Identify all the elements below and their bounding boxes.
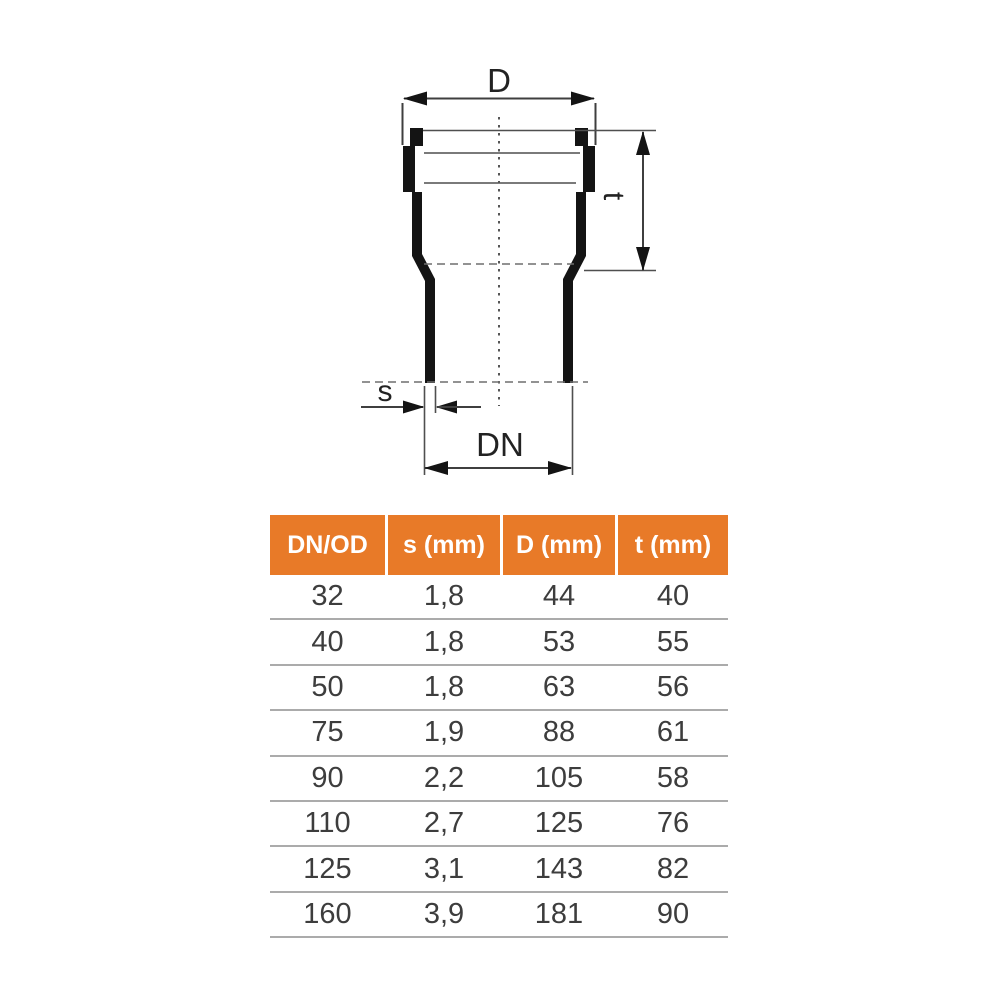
cell-dn-od: 160: [303, 897, 352, 930]
cell-s: 3,9: [423, 897, 465, 930]
cell-s: 1,9: [423, 716, 465, 749]
cell-t: 56: [656, 670, 690, 703]
cell-s: 1,8: [423, 580, 465, 613]
cell-d: 105: [534, 761, 584, 794]
col-header-dn-od: DN/OD: [270, 515, 385, 575]
cell-t: 90: [656, 897, 690, 930]
cell-s: 1,8: [423, 625, 465, 658]
table-row: [270, 802, 728, 847]
cell-dn-od: 90: [311, 761, 344, 794]
table-row: [270, 620, 728, 665]
cell-dn-od: 110: [304, 807, 351, 840]
cell-dn-od: 40: [311, 625, 344, 658]
t-dimension-label: t: [597, 191, 630, 201]
cell-dn-od: 125: [303, 852, 352, 885]
cell-dn-od: 75: [311, 716, 344, 749]
table-header-row: [270, 515, 728, 575]
cell-t: 58: [656, 761, 690, 794]
cell-d: 53: [542, 625, 576, 658]
cell-s: 1,8: [423, 670, 465, 703]
table-row: [270, 847, 728, 892]
socket-right-wall: [563, 128, 595, 383]
table-row: [270, 666, 728, 711]
cell-s: 3,1: [423, 852, 465, 885]
cell-t: 82: [656, 852, 690, 885]
cell-d: 125: [534, 807, 584, 840]
col-header-s-mm: s (mm): [388, 515, 500, 575]
s-dimension-label: s: [377, 375, 393, 408]
table-row: [270, 893, 728, 938]
d-dimension-label: D: [487, 62, 511, 99]
cell-s: 2,7: [423, 807, 465, 840]
dimension-table: [270, 515, 728, 938]
s-arrow-left: [403, 401, 425, 414]
table-row: [270, 757, 728, 802]
dn-arrow-right: [548, 461, 572, 475]
d-arrow-right: [571, 92, 595, 106]
dn-arrow-left: [424, 461, 448, 475]
table-body: [270, 575, 728, 938]
cell-d: 143: [534, 852, 584, 885]
table-row: [270, 575, 728, 620]
t-arrow-top: [636, 131, 650, 155]
col-header-t-mm: t (mm): [618, 515, 728, 575]
col-header-d-mm: D (mm): [503, 515, 615, 575]
t-arrow-bottom: [636, 247, 650, 271]
cell-d: 44: [542, 580, 576, 613]
cell-s: 2,2: [423, 761, 465, 794]
cell-dn-od: 50: [311, 670, 344, 703]
cell-t: 76: [656, 807, 690, 840]
cell-dn-od: 32: [311, 580, 344, 613]
socket-left-wall: [403, 128, 435, 383]
dn-dimension-label: DN: [476, 426, 524, 463]
cell-t: 40: [656, 580, 690, 613]
cell-d: 88: [542, 716, 576, 749]
cell-d: 63: [542, 670, 576, 703]
table-row: [270, 711, 728, 756]
cell-t: 55: [656, 625, 690, 658]
cell-d: 181: [534, 897, 584, 930]
cell-t: 61: [656, 716, 690, 749]
d-arrow-left: [403, 92, 427, 106]
